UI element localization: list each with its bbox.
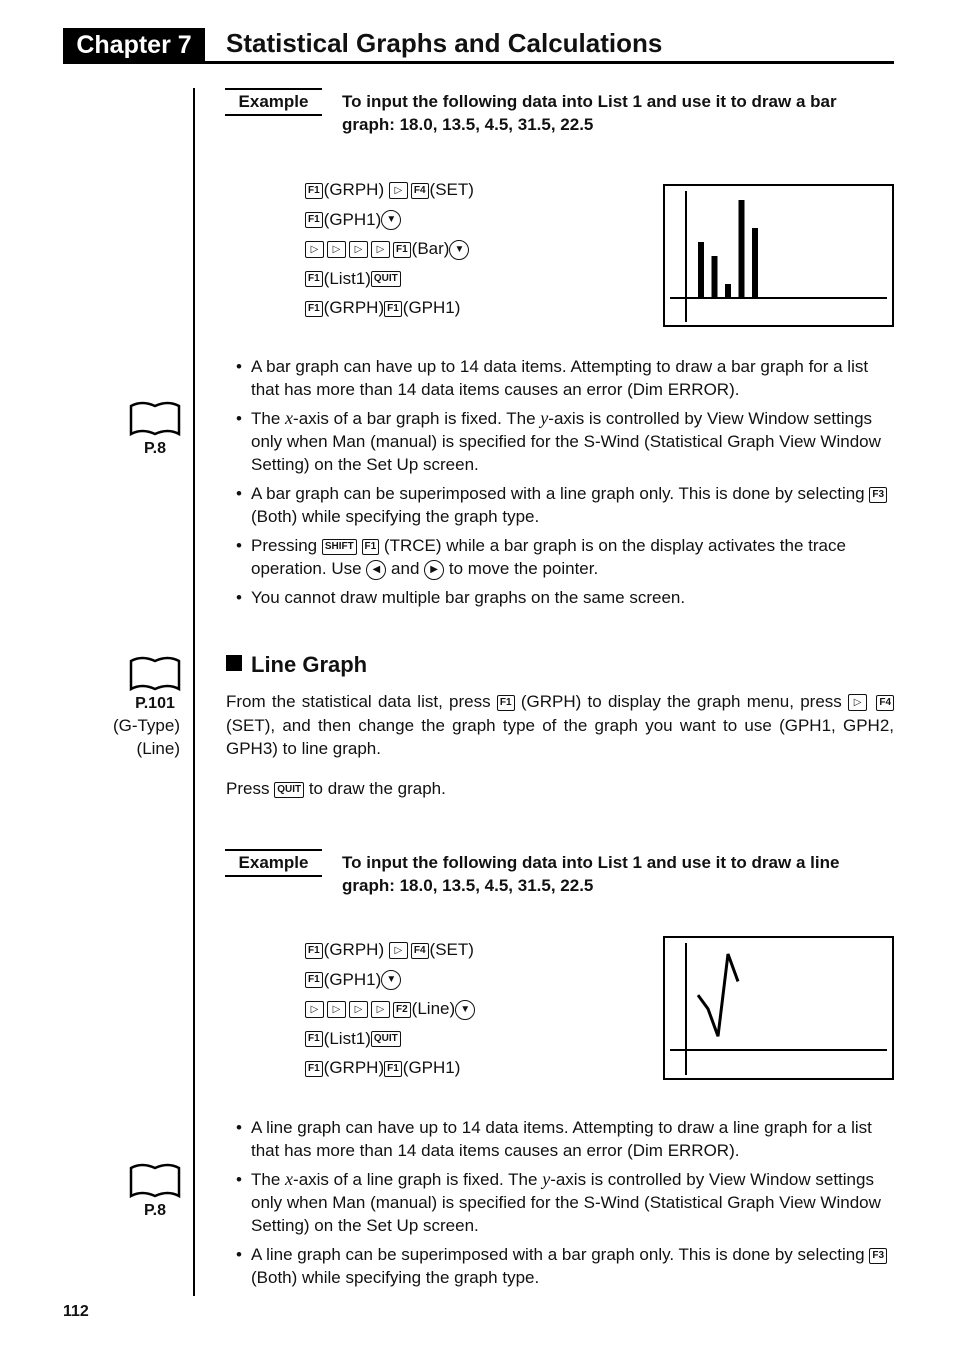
example-label: Example — [225, 849, 322, 877]
right-cursor-key-icon: ▶ — [424, 560, 444, 580]
book-icon — [128, 655, 182, 693]
left-cursor-key-icon: ◀ — [366, 560, 386, 580]
list-item: • A line graph can have up to 14 data items. Attempting to draw a line graph for a list that has more than 14 data items causes an error (Dim ERROR). — [236, 1116, 894, 1162]
down-cursor-key-icon: ▼ — [381, 210, 401, 230]
down-cursor-key-icon: ▼ — [455, 1000, 475, 1020]
data-line — [698, 954, 738, 1036]
bar-notes — [236, 355, 894, 615]
line-notes — [236, 1116, 894, 1295]
section-heading: Line Graph — [226, 651, 367, 679]
f1-key: F1 — [305, 183, 323, 199]
bar-1 — [698, 242, 704, 298]
bar-3 — [725, 284, 731, 298]
example-text: To input the following data into List 1 and use it to draw a line graph: 18.0, 13.5, 4.5, 31.5, 22.5 — [342, 853, 840, 895]
list-item: • Pressing SHIFT F1 (TRCE) while a bar graph is on the display activates the trace operation. Use ◀ and ▶ to move the pointer. — [236, 534, 894, 580]
down-cursor-key-icon: ▼ — [381, 970, 401, 990]
f1-key: F1 — [362, 539, 380, 555]
quit-key: QUIT — [274, 782, 304, 798]
list-item: • The x-axis of a bar graph is fixed. The y-axis is controlled by View Window settings only when Man (manual) is specified for the S-Wind (Statistical Graph View Window Setting) on the Set Up screen. — [236, 407, 894, 476]
right-arrow-key-icon: ▷ — [305, 1001, 324, 1018]
example-label: Example — [225, 88, 322, 116]
f1-key: F1 — [305, 1031, 323, 1047]
f4-key: F4 — [411, 943, 429, 959]
right-arrow-key-icon: ▷ — [371, 1001, 390, 1018]
quit-key: QUIT — [371, 1031, 401, 1047]
list-item: • A bar graph can have up to 14 data items. Attempting to draw a bar graph for a list that has more than 14 data items causes an error (Dim ERROR). — [236, 355, 894, 401]
line-graph-screen — [663, 936, 894, 1080]
f4-key: F4 — [411, 183, 429, 199]
f3-key: F3 — [869, 1248, 887, 1264]
bar-4 — [739, 200, 745, 298]
f1-key: F1 — [384, 301, 402, 317]
f1-key: F1 — [305, 943, 323, 959]
section-paragraph: From the statistical data list, press F1 (GRPH) to display the graph menu, press ▷ F4 (SET), and then change the graph type of the graph you want to use (GPH1, GPH2, GPH3) to line graph. — [226, 692, 894, 758]
f3-key: F3 — [869, 487, 887, 503]
f1-key: F1 — [305, 212, 323, 228]
f1-key: F1 — [305, 271, 323, 287]
example-text: To input the following data into List 1 and use it to draw a bar graph: 18.0, 13.5, 4.5, 31.5, 22.5 — [342, 92, 837, 134]
f1-key: F1 — [305, 972, 323, 988]
f2-key: F2 — [393, 1002, 411, 1018]
margin-ref-p101: P.101 — [115, 655, 195, 715]
ref-line: (Line) — [136, 739, 180, 758]
right-arrow-key-icon: ▷ — [327, 241, 346, 258]
book-icon — [128, 1162, 182, 1200]
list-item: • You cannot draw multiple bar graphs on the same screen. — [236, 586, 894, 609]
quit-key: QUIT — [371, 271, 401, 287]
right-arrow-key-icon: ▷ — [305, 241, 324, 258]
right-arrow-key-icon: ▷ — [349, 241, 368, 258]
chapter-label: Chapter 7 — [63, 28, 205, 63]
key-sequence-bar: F1 (GRPH) ▷ F4 (SET) F1 (GPH1) ▼ ▷ ▷ ▷ ▷ F1 (Bar) ▼ F1 (List1) QUIT F1 (GRPH) F1 (GPH1) — [305, 175, 474, 323]
f1-key: F1 — [305, 301, 323, 317]
f1-key: F1 — [384, 1061, 402, 1077]
list-item: • A bar graph can be superimposed with a line graph only. This is done by selecting F3 (Both) while specifying the graph type. — [236, 482, 894, 528]
book-icon — [128, 400, 182, 438]
bar-5 — [752, 228, 758, 298]
key-sequence-line: F1 (GRPH) ▷ F4 (SET) F1 (GPH1) ▼ ▷ ▷ ▷ ▷ F2 (Line) ▼ F1 (List1) QUIT F1 (GRPH) F1 (GPH1) — [305, 935, 475, 1083]
f1-key: F1 — [497, 695, 515, 711]
right-arrow-key-icon: ▷ — [371, 241, 390, 258]
press-quit-paragraph: Press QUIT to draw the graph. — [226, 779, 446, 798]
margin-ref-p8: P.8 — [115, 400, 195, 460]
right-arrow-key-icon: ▷ — [389, 942, 408, 959]
list-item: • A line graph can be superimposed with a bar graph only. This is done by selecting F3 (Both) while specifying the graph type. — [236, 1243, 894, 1289]
f1-key: F1 — [305, 1061, 323, 1077]
margin-ref-p8: P.8 — [115, 1162, 195, 1222]
bar-graph-screen — [663, 184, 894, 327]
bar-graph — [665, 186, 892, 325]
header-rule — [63, 61, 894, 64]
right-arrow-key-icon: ▷ — [848, 694, 867, 711]
line-graph — [665, 938, 892, 1078]
shift-key: SHIFT — [322, 539, 357, 555]
f4-key: F4 — [876, 695, 894, 711]
right-arrow-key-icon: ▷ — [327, 1001, 346, 1018]
square-bullet-icon — [226, 655, 242, 671]
f1-key: F1 — [393, 242, 411, 258]
right-arrow-key-icon: ▷ — [349, 1001, 368, 1018]
chapter-title: Statistical Graphs and Calculations — [226, 28, 663, 58]
down-cursor-key-icon: ▼ — [449, 240, 469, 260]
bar-2 — [712, 256, 718, 298]
list-item: • The x-axis of a line graph is fixed. The y-axis is controlled by View Window settings only when Man (manual) is specified for the S-Wind (Statistical Graph View Window Setting) on the Set Up screen. — [236, 1168, 894, 1237]
page-number: 112 — [63, 1303, 89, 1320]
ref-gtype: (G-Type) — [112, 716, 180, 735]
right-arrow-key-icon: ▷ — [389, 182, 408, 199]
